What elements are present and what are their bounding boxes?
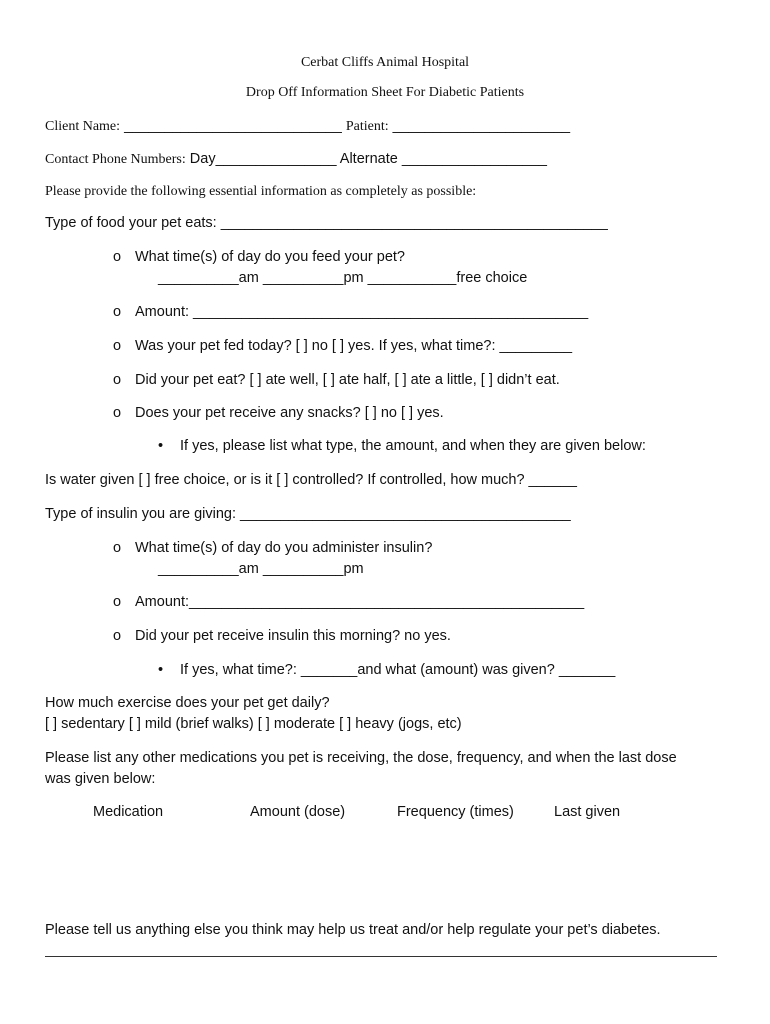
insulin-time-answer[interactable]: __________am __________pm bbox=[158, 561, 364, 577]
column-header-amount: Amount (dose) bbox=[250, 804, 346, 820]
medications-prompt-line2: was given below: bbox=[45, 771, 156, 787]
hollow-bullet-icon: o bbox=[113, 540, 122, 556]
snacks-followup: • If yes, please list what type, the amount, and when they are given below: bbox=[158, 438, 646, 454]
insulin-time-question: o What time(s) of day do you administer insulin? bbox=[113, 540, 433, 556]
hollow-bullet-icon: o bbox=[113, 594, 122, 610]
client-row bbox=[45, 118, 570, 135]
medications-prompt-line1: Please list any other medications you pet is receiving, the dose, frequency, and when the last dose bbox=[45, 750, 677, 766]
insulin-type-line[interactable]: Type of insulin you are giving: _________________________________________ bbox=[45, 506, 571, 522]
column-header-last-given: Last given bbox=[554, 804, 621, 820]
patient-field[interactable]: ______________________ bbox=[392, 118, 571, 134]
hollow-bullet-icon: o bbox=[113, 338, 122, 354]
hospital-name: Cerbat Cliffs Animal Hospital bbox=[300, 55, 470, 70]
client-name-label: Client Name: bbox=[45, 119, 121, 134]
hollow-bullet-icon: o bbox=[113, 304, 122, 320]
closing-answer-line[interactable] bbox=[45, 956, 717, 957]
snacks-line[interactable]: o Does your pet receive any snacks? [ ] no [ ] yes. bbox=[113, 405, 444, 421]
client-name-field[interactable]: ___________________________ bbox=[124, 118, 342, 134]
did-eat-line[interactable]: o Did your pet eat? [ ] ate well, [ ] ate half, [ ] ate a little, [ ] didn’t eat. bbox=[113, 372, 560, 388]
sheet-title: Drop Off Information Sheet For Diabetic Patients bbox=[245, 85, 525, 100]
dot-bullet-icon: • bbox=[158, 438, 164, 454]
food-type-line[interactable]: Type of food your pet eats: ________________________________________________ bbox=[45, 215, 608, 231]
insulin-amount-line[interactable]: o Amount:_________________________________________________ bbox=[113, 594, 585, 610]
exercise-question: How much exercise does your pet get daily? bbox=[45, 695, 330, 711]
exercise-options[interactable]: [ ] sedentary [ ] mild (brief walks) [ ] moderate [ ] heavy (jogs, etc) bbox=[45, 716, 462, 732]
hollow-bullet-icon: o bbox=[113, 405, 122, 421]
column-header-medication: Medication bbox=[93, 804, 164, 820]
day-phone-field[interactable]: Day_______________ bbox=[189, 151, 337, 167]
patient-label: Patient: bbox=[345, 119, 389, 134]
column-header-frequency: Frequency (times) bbox=[397, 804, 514, 820]
insulin-morning-line[interactable]: o Did your pet receive insulin this morning? no yes. bbox=[113, 628, 451, 644]
instruction-text: Please provide the following essential information as completely as possible: bbox=[45, 184, 477, 199]
closing-prompt: Please tell us anything else you think may help us treat and/or help regulate your pet’s diabetes. bbox=[45, 922, 661, 938]
alternate-phone-field[interactable]: Alternate __________________ bbox=[339, 151, 548, 167]
contact-row bbox=[45, 151, 547, 168]
hollow-bullet-icon: o bbox=[113, 249, 122, 265]
feed-time-question: o What time(s) of day do you feed your pet? bbox=[113, 249, 405, 265]
dot-bullet-icon: • bbox=[158, 662, 164, 678]
contact-label: Contact Phone Numbers: bbox=[45, 152, 186, 167]
insulin-morning-followup[interactable]: • If yes, what time?: _______and what (amount) was given? _______ bbox=[158, 662, 616, 678]
water-line[interactable]: Is water given [ ] free choice, or is it [ ] controlled? If controlled, how much? ______ bbox=[45, 472, 577, 488]
food-amount-line[interactable]: o Amount: _________________________________________________ bbox=[113, 304, 589, 320]
hollow-bullet-icon: o bbox=[113, 372, 122, 388]
fed-today-line[interactable]: o Was your pet fed today? [ ] no [ ] yes. If yes, what time?: _________ bbox=[113, 338, 573, 354]
hollow-bullet-icon: o bbox=[113, 628, 122, 644]
feed-time-answer[interactable]: __________am __________pm ___________free choice bbox=[158, 270, 528, 286]
